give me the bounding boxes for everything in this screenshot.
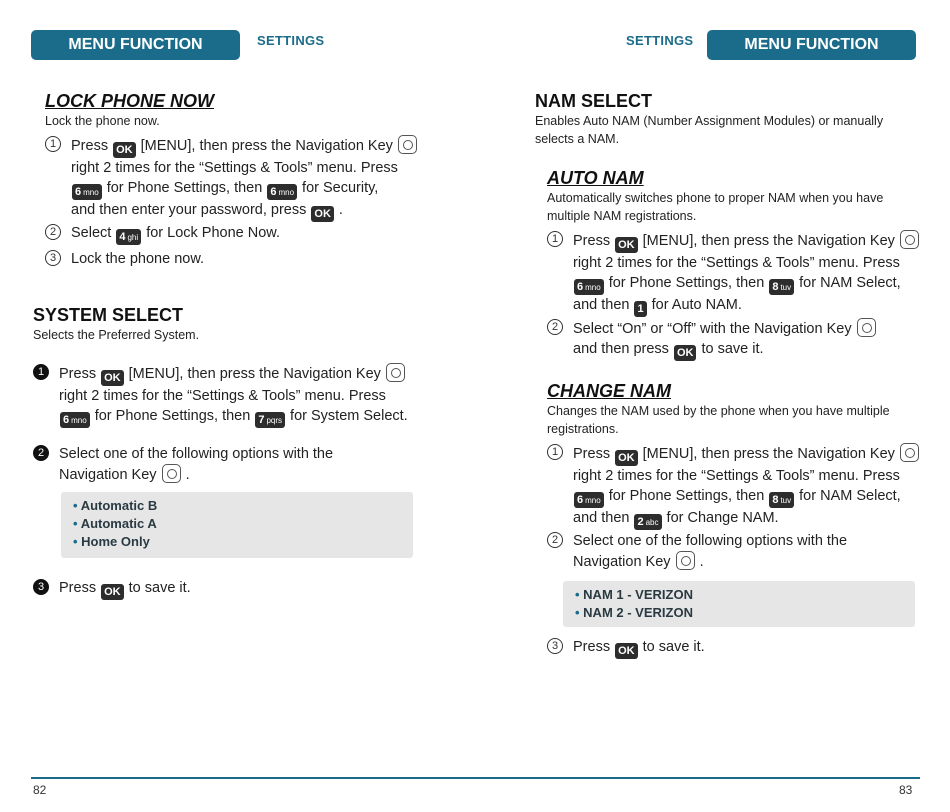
list-item: • NAM 1 - VERIZON: [575, 586, 915, 604]
system-step-3: 3 Press OK to save it.: [33, 578, 423, 598]
nam-options-list: [563, 581, 915, 627]
list-item: • NAM 2 - VERIZON: [575, 604, 915, 622]
lock-step-3: 3 Lock the phone now.: [45, 249, 425, 269]
six-key-icon: 6 mno: [267, 184, 297, 200]
ok-key-icon: OK: [311, 206, 334, 222]
settings-label-left: SETTINGS: [257, 33, 325, 48]
menu-function-tab-right: MENU FUNCTION: [707, 30, 916, 60]
six-key-icon: 6 mno: [574, 492, 604, 508]
change-nam-section: [547, 380, 927, 438]
ok-key-icon: OK: [615, 450, 638, 466]
list-item: • Home Only: [73, 533, 413, 551]
six-key-icon: 6 mno: [72, 184, 102, 200]
step-number: 3: [547, 638, 563, 654]
six-key-icon: 6 mno: [574, 279, 604, 295]
page-number-left: 82: [33, 783, 47, 797]
change-nam-title: CHANGE NAM: [547, 381, 671, 401]
step-number: 3: [45, 250, 61, 266]
eight-key-icon: 8 tuv: [769, 279, 794, 295]
system-select-section: [33, 304, 423, 344]
eight-key-icon: 8 tuv: [769, 492, 794, 508]
navigation-key-icon: [900, 443, 919, 462]
system-options-list: [61, 492, 413, 558]
step-number: 2: [45, 224, 61, 240]
ok-key-icon: OK: [615, 643, 638, 659]
auto-nam-section: [547, 167, 927, 225]
auto-nam-title: AUTO NAM: [547, 168, 644, 188]
system-step-2: 2 Select one of the following options with the Navigation Key .: [33, 444, 423, 486]
change-step-2: 2 Select one of the following options with the Navigation Key .: [547, 531, 927, 573]
auto-step-1: 1 Press OK [MENU], then press the Navigation Key right 2 times for the “Settings & Tools” menu. Press 6 mno for Phone Settings, then 8 tuv for NAM Select, and then 1 for Auto NAM.: [547, 230, 927, 314]
ok-key-icon: OK: [101, 584, 124, 600]
ok-key-icon: OK: [674, 345, 697, 361]
lock-phone-desc: Lock the phone now.: [45, 114, 160, 128]
lock-phone-title: LOCK PHONE NOW: [45, 91, 214, 111]
six-key-icon: 6 mno: [60, 412, 90, 428]
nam-select-title: NAM SELECT: [535, 91, 652, 111]
step-number: 2: [547, 319, 563, 335]
nam-select-section: [535, 90, 925, 148]
step-number: 3: [33, 579, 49, 595]
list-item: • Automatic B: [73, 497, 413, 515]
menu-function-tab-left: MENU FUNCTION: [31, 30, 240, 60]
list-item: • Automatic A: [73, 515, 413, 533]
ok-key-icon: OK: [101, 370, 124, 386]
step-number: 1: [547, 444, 563, 460]
navigation-key-icon: [398, 135, 417, 154]
step-number: 1: [33, 364, 49, 380]
system-step-1: 1 Press OK [MENU], then press the Navigation Key right 2 times for the “Settings & Tools” menu. Press 6 mno for Phone Settings, then 7 pqrs for System Select.: [33, 363, 423, 425]
change-nam-desc: Changes the NAM used by the phone when you have multiple registrations.: [547, 404, 890, 436]
lock-step-2: 2 Select 4 ghi for Lock Phone Now.: [45, 223, 425, 243]
one-key-icon: 1: [634, 301, 646, 317]
two-key-icon: 2 abc: [634, 514, 661, 530]
step-number: 2: [33, 445, 49, 461]
ok-key-icon: OK: [113, 142, 136, 158]
step-number: 1: [547, 231, 563, 247]
navigation-key-icon: [162, 464, 181, 483]
lock-phone-section: [45, 90, 425, 130]
system-select-desc: Selects the Preferred System.: [33, 328, 200, 342]
change-step-3: 3 Press OK to save it.: [547, 637, 927, 657]
navigation-key-icon: [900, 230, 919, 249]
seven-key-icon: 7 pqrs: [255, 412, 285, 428]
step-number: 1: [45, 136, 61, 152]
four-key-icon: 4 ghi: [116, 229, 141, 245]
step-number: 2: [547, 532, 563, 548]
page-number-right: 83: [899, 783, 913, 797]
auto-nam-desc: Automatically switches phone to proper NAM when you have multiple NAM registrations.: [547, 191, 884, 223]
lock-step-1: 1 Press OK [MENU], then press the Navigation Key right 2 times for the “Settings & Tools” menu. Press 6 mno for Phone Settings, then 6 mno for Security, and then enter your password, press OK .: [45, 135, 425, 219]
nam-select-desc: Enables Auto NAM (Number Assignment Modules) or manually selects a NAM.: [535, 114, 884, 146]
change-step-1: 1 Press OK [MENU], then press the Navigation Key right 2 times for the “Settings & Tools” menu. Press 6 mno for Phone Settings, then 8 tuv for NAM Select, and then 2 abc for Change NAM.: [547, 443, 927, 527]
navigation-key-icon: [857, 318, 876, 337]
footer-divider-left: [31, 777, 920, 779]
navigation-key-icon: [676, 551, 695, 570]
settings-label-right: SETTINGS: [626, 33, 694, 48]
ok-key-icon: OK: [615, 237, 638, 253]
auto-step-2: 2 Select “On” or “Off” with the Navigation Key and then press OK to save it.: [547, 318, 927, 360]
system-select-title: SYSTEM SELECT: [33, 305, 184, 325]
navigation-key-icon: [386, 363, 405, 382]
